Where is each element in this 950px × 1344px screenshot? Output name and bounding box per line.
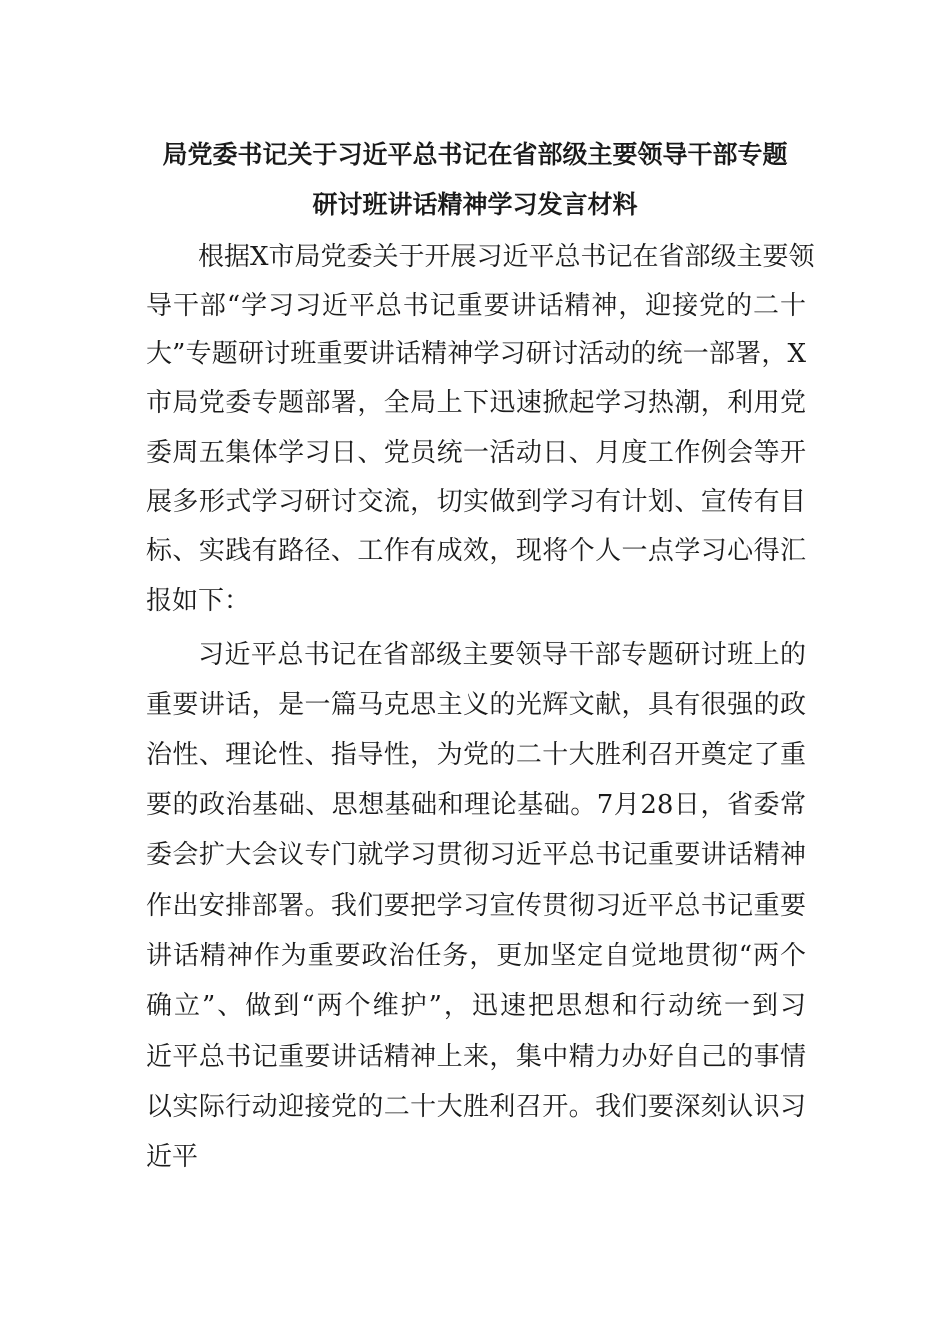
paragraph-2-line-10: 以实际行动迎接党的二十大胜利召开。我们要深刻认识习 <box>146 1092 806 1122</box>
paragraph-1-line-8: 报如下： <box>146 586 251 616</box>
paragraph-1-line-7: 标、实践有路径、工作有成效，现将个人一点学习心得汇 <box>146 536 806 566</box>
paragraph-1-line-1: 根据X市局党委关于开展习近平总书记在省部级主要领 <box>198 242 815 272</box>
paragraph-2-line-5: 委会扩大会议专门就学习贯彻习近平总书记重要讲话精神 <box>146 840 806 870</box>
paragraph-1-line-3: 大”专题研讨班重要讲话精神学习研讨活动的统一部署，X <box>146 339 806 369</box>
paragraph-1-line-4: 市局党委专题部署，全局上下迅速掀起学习热潮，利用党 <box>146 388 806 418</box>
paragraph-2-line-9: 近平总书记重要讲话精神上来，集中精力办好自己的事情 <box>146 1042 806 1072</box>
paragraph-1-line-5: 委周五集体学习日、党员统一活动日、月度工作例会等开 <box>146 438 806 468</box>
paragraph-2-line-8: 确立”、做到“两个维护”，迅速把思想和行动统一到习 <box>146 991 806 1021</box>
paragraph-1-line-2: 导干部“学习习近平总书记重要讲话精神，迎接党的二十 <box>146 291 806 321</box>
paragraph-1-line-6: 展多形式学习研讨交流，切实做到学习有计划、宣传有目 <box>146 487 806 517</box>
paragraph-2-line-11: 近平 <box>146 1142 199 1172</box>
paragraph-2-line-6: 作出安排部署。我们要把学习宣传贯彻习近平总书记重要 <box>146 891 806 921</box>
paragraph-2-line-7: 讲话精神作为重要政治任务，更加坚定自觉地贯彻“两个 <box>146 941 806 971</box>
document-title-line-2: 研讨班讲话精神学习发言材料 <box>312 190 638 219</box>
paragraph-2-line-1: 习近平总书记在省部级主要领导干部专题研讨班上的 <box>198 640 806 670</box>
paragraph-2-line-4: 要的政治基础、思想基础和理论基础。7月28日，省委常 <box>146 790 806 820</box>
paragraph-2-line-3: 治性、理论性、指导性，为党的二十大胜利召开奠定了重 <box>146 740 806 770</box>
paragraph-2-line-2: 重要讲话，是一篇马克思主义的光辉文献，具有很强的政 <box>146 690 806 720</box>
document-title-line-1: 局党委书记关于习近平总书记在省部级主要领导干部专题 <box>162 140 788 169</box>
